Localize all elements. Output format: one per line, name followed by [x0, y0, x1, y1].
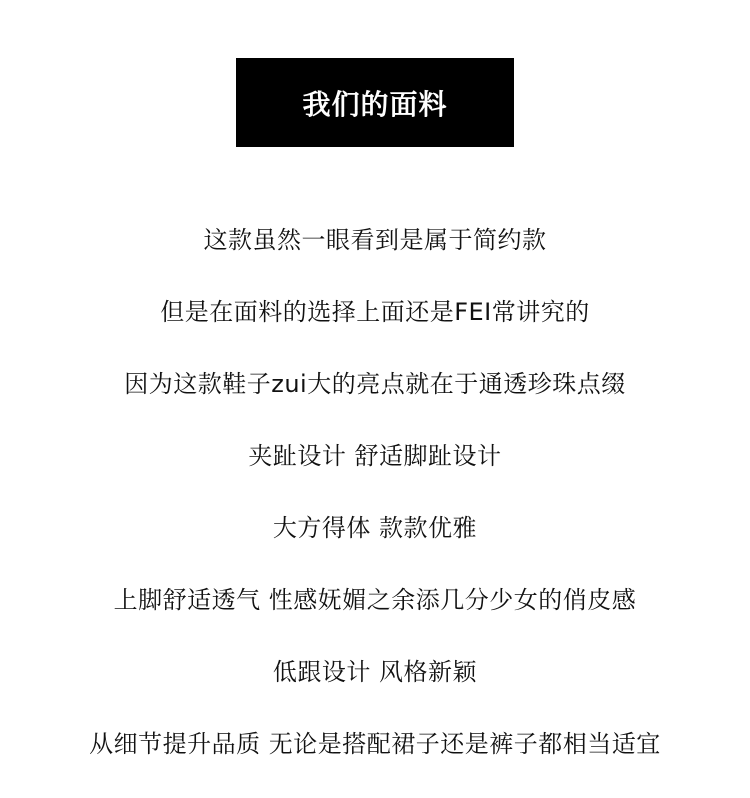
- section-title: 我们的面料: [302, 87, 448, 121]
- description-line: 上脚舒适透气 性感妩媚之余添几分少女的俏皮感: [113, 586, 637, 614]
- description-line: 大方得体 款款优雅: [272, 514, 478, 542]
- description-line: 低跟设计 风格新颖: [272, 658, 478, 686]
- description-line: 这款虽然一眼看到是属于简约款: [203, 226, 547, 254]
- description-line: 但是在面料的选择上面还是FEI常讲究的: [160, 298, 590, 326]
- description-line: 夹趾设计 舒适脚趾设计: [248, 442, 502, 470]
- description-line: 从细节提升品质 无论是搭配裙子还是裤子都相当适宜: [89, 730, 661, 758]
- section-title-banner: [236, 58, 514, 147]
- description-line: 因为这款鞋子zui大的亮点就在于通透珍珠点缀: [124, 370, 626, 398]
- description-lines: [0, 212, 750, 788]
